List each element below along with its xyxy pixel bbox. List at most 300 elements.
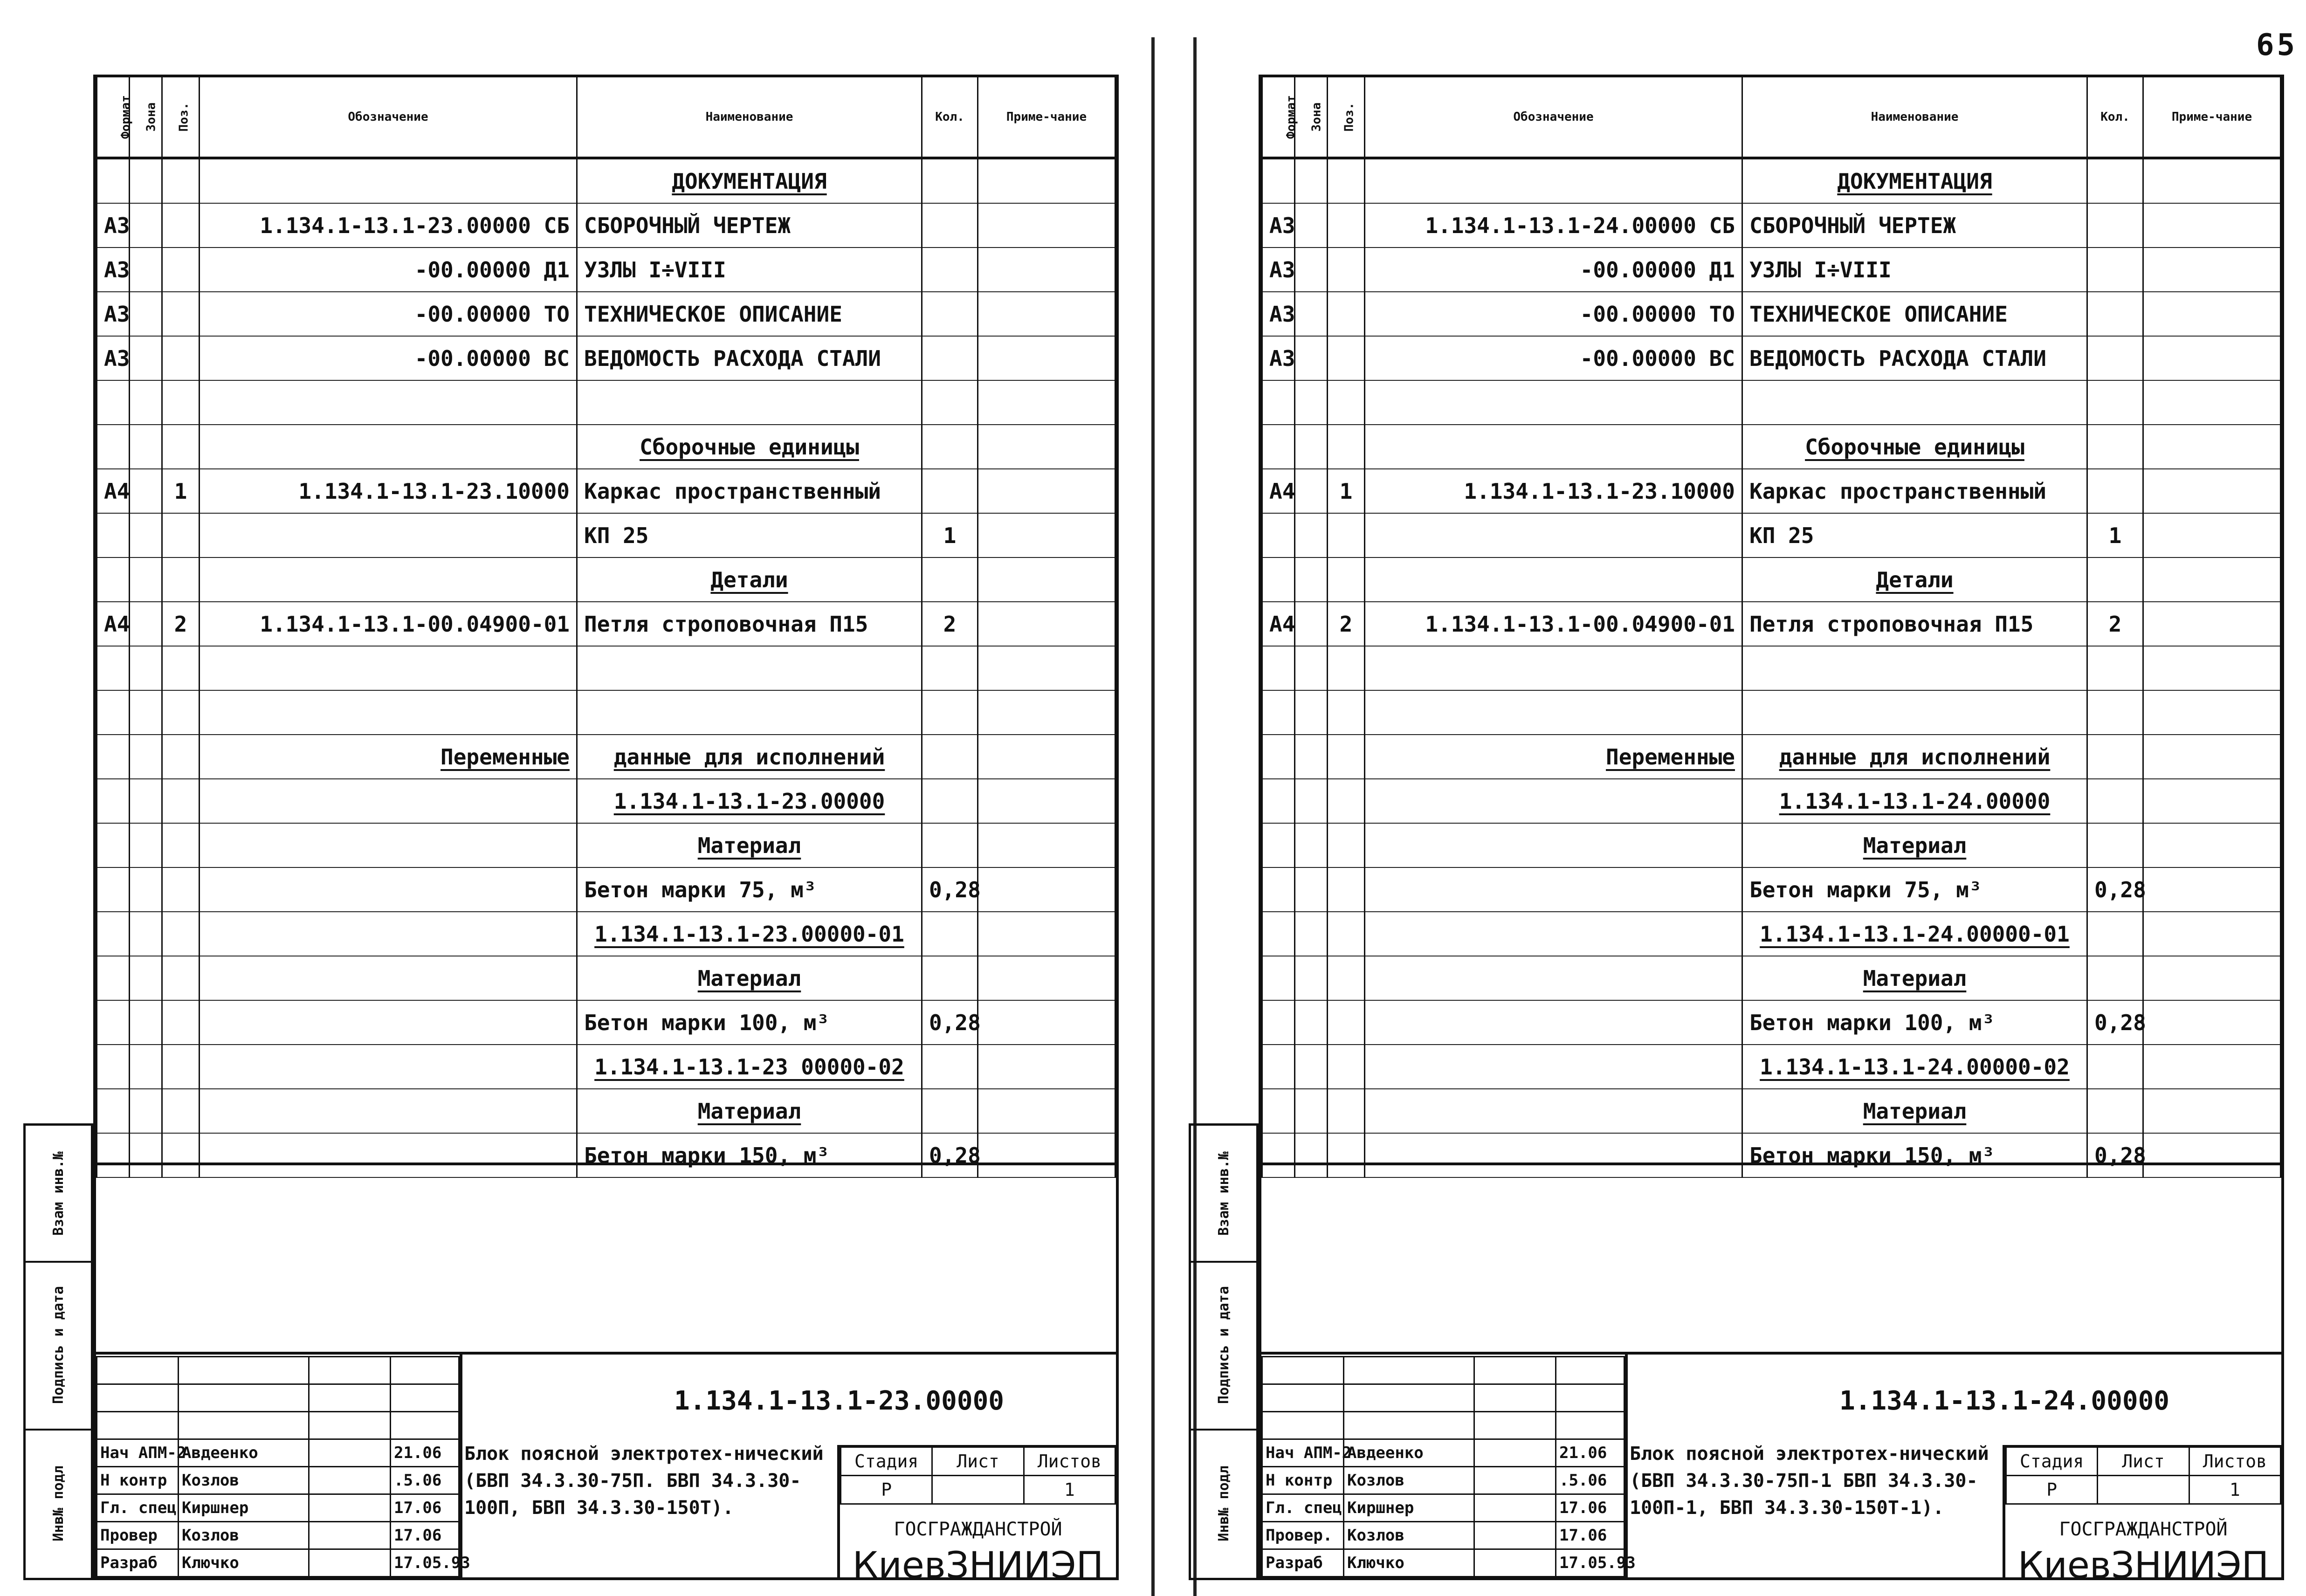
cell-designation	[200, 425, 577, 469]
cell-format	[1262, 1000, 1295, 1045]
cell-designation	[1365, 956, 1742, 1000]
cell-pos	[1328, 646, 1365, 690]
cell-pos	[1328, 425, 1365, 469]
cell-format	[1262, 779, 1295, 823]
table-row	[1262, 867, 2281, 912]
signature-mark	[309, 1494, 391, 1522]
cell-qty	[922, 823, 978, 867]
cell-name: Детали	[1742, 557, 2087, 602]
cell-format: А3	[97, 336, 130, 380]
cell-pos	[1328, 1045, 1365, 1089]
cell-qty: 1	[2087, 513, 2143, 557]
cell-note	[2143, 690, 2281, 735]
cell-zone	[1295, 690, 1328, 735]
cell-note	[978, 380, 1115, 425]
sheet-label: Лист	[932, 1447, 1024, 1476]
col-zone: Зона	[130, 77, 162, 158]
cell-zone	[1295, 203, 1328, 248]
signature-name: Ключко	[1344, 1549, 1474, 1577]
cell-note	[2143, 735, 2281, 779]
cell-qty: 2	[922, 602, 978, 646]
cell-name: Материал	[1742, 823, 2087, 867]
cell-designation	[200, 1000, 577, 1045]
cell-format	[1262, 735, 1295, 779]
cell-name: 1.134.1-13.1-24.00000-01	[1742, 912, 2087, 956]
cell-qty	[2087, 557, 2143, 602]
cell-note	[2143, 646, 2281, 690]
cell-name	[1742, 380, 2087, 425]
sheet-value	[2098, 1476, 2189, 1504]
cell-note	[2143, 1089, 2281, 1133]
cell-qty	[2087, 690, 2143, 735]
cell-name: Петля строповочная П15	[1742, 602, 2087, 646]
cell-designation	[1365, 912, 1742, 956]
signature-name: Козлов	[179, 1522, 309, 1549]
organization: ГОСГРАЖДАНСТРОЙ	[2059, 1519, 2228, 1540]
cell-format	[1262, 646, 1295, 690]
signature-mark	[1474, 1549, 1556, 1577]
cell-note	[2143, 912, 2281, 956]
cell-note	[978, 912, 1115, 956]
cell-designation	[200, 823, 577, 867]
cell-note	[978, 602, 1115, 646]
cell-name: Бетон марки 75, м³	[1742, 867, 2087, 912]
spec-table	[1259, 75, 2284, 1168]
cell-name: 1.134.1-13.1-23 00000-02	[577, 1045, 922, 1089]
cell-pos	[1328, 158, 1365, 203]
cell-zone	[130, 823, 162, 867]
cell-designation: 1.134.1-13.1-23.10000	[200, 469, 577, 513]
table-row	[1262, 823, 2281, 867]
cell-note	[978, 956, 1115, 1000]
cell-designation: -00.00000 ТО	[200, 292, 577, 336]
cell-name: Материал	[1742, 956, 2087, 1000]
cell-zone	[1295, 292, 1328, 336]
cell-note	[2143, 425, 2281, 469]
cell-name: УЗЛЫ I÷VIII	[577, 248, 922, 292]
cell-zone	[130, 425, 162, 469]
cell-name	[1742, 690, 2087, 735]
cell-format: А3	[1262, 203, 1295, 248]
cell-qty	[922, 646, 978, 690]
cell-pos	[162, 779, 200, 823]
cell-zone	[1295, 380, 1328, 425]
table-row	[1262, 336, 2281, 380]
cell-format	[97, 646, 130, 690]
table-row	[1262, 956, 2281, 1000]
cell-qty	[922, 425, 978, 469]
cell-format	[97, 158, 130, 203]
table-row	[97, 425, 1115, 469]
cell-note	[978, 425, 1115, 469]
signature-mark	[309, 1522, 391, 1549]
cell-format	[1262, 158, 1295, 203]
cell-pos	[162, 646, 200, 690]
cell-designation	[200, 956, 577, 1000]
cell-qty	[2087, 1045, 2143, 1089]
cell-name: Материал	[577, 956, 922, 1000]
cell-note	[2143, 158, 2281, 203]
cell-designation	[1365, 158, 1742, 203]
cell-zone	[1295, 248, 1328, 292]
signature-name: Ключко	[179, 1549, 309, 1577]
cell-qty: 2	[2087, 602, 2143, 646]
cell-qty	[922, 690, 978, 735]
sheets-value: 1	[2189, 1476, 2280, 1504]
cell-designation	[200, 1089, 577, 1133]
cell-qty: 0,28	[2087, 1133, 2143, 1177]
strip-cell-inv: Инв№ подл	[50, 1465, 67, 1541]
cell-note	[978, 867, 1115, 912]
table-row	[97, 956, 1115, 1000]
cell-pos	[162, 292, 200, 336]
cell-designation: -00.00000 ВС	[200, 336, 577, 380]
cell-note	[2143, 779, 2281, 823]
col-name: Наименование	[1742, 77, 2087, 158]
cell-format: А4	[97, 469, 130, 513]
cell-qty	[2087, 646, 2143, 690]
table-row	[97, 1045, 1115, 1089]
cell-name: Бетон марки 150, м³	[1742, 1133, 2087, 1177]
cell-pos	[162, 956, 200, 1000]
cell-pos	[1328, 380, 1365, 425]
title-block	[1259, 1165, 2284, 1587]
binding-strip	[23, 1123, 93, 1580]
signature-role: Гл. спец	[97, 1494, 179, 1522]
signature-blank-row	[97, 1412, 459, 1439]
cell-qty: 0,28	[922, 1133, 978, 1177]
cell-zone	[1295, 469, 1328, 513]
cell-note	[978, 248, 1115, 292]
binding-strip	[1189, 1123, 1259, 1580]
cell-note	[978, 1045, 1115, 1089]
cell-zone	[130, 336, 162, 380]
signature-date: .5.06	[1556, 1467, 1625, 1494]
cell-zone	[1295, 1000, 1328, 1045]
cell-pos	[1328, 336, 1365, 380]
cell-pos	[1328, 292, 1365, 336]
table-row	[97, 292, 1115, 336]
cell-note	[2143, 956, 2281, 1000]
cell-format	[1262, 867, 1295, 912]
cell-note	[2143, 203, 2281, 248]
cell-zone	[1295, 956, 1328, 1000]
cell-format	[97, 513, 130, 557]
cell-designation	[200, 912, 577, 956]
cell-pos	[1328, 956, 1365, 1000]
cell-format	[97, 735, 130, 779]
cell-name: СБОРОЧНЫЙ ЧЕРТЕЖ	[1742, 203, 2087, 248]
cell-designation	[200, 557, 577, 602]
table-row	[1262, 1045, 2281, 1089]
signature-date: 17.06	[1556, 1522, 1625, 1549]
signature-date: .5.06	[391, 1467, 459, 1494]
cell-note	[2143, 336, 2281, 380]
cell-note	[978, 158, 1115, 203]
cell-name: данные для исполнений	[1742, 735, 2087, 779]
signature-row	[97, 1549, 459, 1577]
cell-note	[978, 292, 1115, 336]
cell-zone	[130, 513, 162, 557]
title-block	[93, 1165, 1119, 1587]
signature-mark	[1474, 1522, 1556, 1549]
cell-pos: 1	[162, 469, 200, 513]
strip-cell-sign: Подпись и дата	[26, 1261, 91, 1431]
cell-name: 1.134.1-13.1-23.00000	[577, 779, 922, 823]
cell-format: А3	[1262, 292, 1295, 336]
col-zone: Зона	[1295, 77, 1328, 158]
cell-name: ТЕХНИЧЕСКОЕ ОПИСАНИЕ	[1742, 292, 2087, 336]
institute: КиевЗНИИЭП	[2017, 1545, 2269, 1587]
cell-pos	[162, 912, 200, 956]
table-row	[97, 867, 1115, 912]
spec-sheet-left	[50, 75, 1119, 1587]
cell-zone	[1295, 158, 1328, 203]
table-row	[97, 203, 1115, 248]
cell-name	[577, 646, 922, 690]
cell-format	[97, 912, 130, 956]
cell-note	[2143, 867, 2281, 912]
cell-qty	[2087, 336, 2143, 380]
signature-row	[97, 1439, 459, 1467]
signature-row	[1262, 1439, 1625, 1467]
cell-format	[97, 779, 130, 823]
cell-zone	[130, 557, 162, 602]
cell-note	[2143, 1000, 2281, 1045]
cell-zone	[1295, 912, 1328, 956]
cell-name: ВЕДОМОСТЬ РАСХОДА СТАЛИ	[1742, 336, 2087, 380]
sheet-label: Лист	[2098, 1447, 2189, 1476]
cell-pos	[1328, 867, 1365, 912]
table-row	[97, 823, 1115, 867]
cell-name: Петля строповочная П15	[577, 602, 922, 646]
cell-designation: 1.134.1-13.1-24.00000 СБ	[1365, 203, 1742, 248]
cell-name: Материал	[577, 1089, 922, 1133]
cell-note	[978, 557, 1115, 602]
signature-role: Н контр	[1262, 1467, 1344, 1494]
cell-qty	[922, 336, 978, 380]
signature-blank-row	[1262, 1384, 1625, 1412]
cell-qty: 0,28	[2087, 1000, 2143, 1045]
signature-name: Козлов	[1344, 1467, 1474, 1494]
cell-qty	[922, 956, 978, 1000]
cell-pos	[162, 336, 200, 380]
cell-name: УЗЛЫ I÷VIII	[1742, 248, 2087, 292]
strip-cell-replace: Взам инв.№	[1191, 1126, 1256, 1263]
cell-format: А4	[1262, 469, 1295, 513]
document-description: Блок поясной электротех-нический (БВП 34.3.30-75П-1 БВП 34.3.30-100П-1, БВП 34.3.30-150Т-1).	[1630, 1443, 1989, 1519]
signature-role: Провер.	[1262, 1522, 1344, 1549]
cell-note	[978, 1000, 1115, 1045]
cell-pos	[162, 690, 200, 735]
cell-qty	[2087, 292, 2143, 336]
signature-name: Козлов	[179, 1467, 309, 1494]
cell-zone	[130, 1000, 162, 1045]
signature-row	[1262, 1522, 1625, 1549]
strip-cell-replace: Взам инв.№	[26, 1126, 91, 1263]
col-pos: Поз.	[1328, 77, 1365, 158]
cell-note	[978, 469, 1115, 513]
cell-format	[97, 425, 130, 469]
table-row	[97, 735, 1115, 779]
signature-table	[1261, 1352, 1636, 1577]
cell-zone	[130, 1089, 162, 1133]
cell-pos	[162, 425, 200, 469]
table-row	[97, 469, 1115, 513]
cell-designation: Переменные	[1365, 735, 1742, 779]
cell-qty	[2087, 779, 2143, 823]
cell-pos	[162, 735, 200, 779]
table-row	[97, 248, 1115, 292]
cell-designation: 1.134.1-13.1-23.10000	[1365, 469, 1742, 513]
signature-date: 21.06	[1556, 1439, 1625, 1467]
cell-format	[1262, 912, 1295, 956]
cell-name: Бетон марки 100, м³	[1742, 1000, 2087, 1045]
cell-name: Материал	[1742, 1089, 2087, 1133]
cell-note	[978, 735, 1115, 779]
cell-designation	[1365, 1045, 1742, 1089]
cell-pos	[1328, 735, 1365, 779]
table-row	[97, 912, 1115, 956]
document-description: Блок поясной электротех-нический (БВП 34.3.30-75П. БВП 34.3.30-100П, БВП 34.3.30-150Т).	[464, 1443, 824, 1519]
signature-mark	[309, 1467, 391, 1494]
signature-mark	[309, 1549, 391, 1577]
signature-date: 17.06	[391, 1522, 459, 1549]
cell-designation: -00.00000 ВС	[1365, 336, 1742, 380]
cell-qty	[2087, 735, 2143, 779]
cell-pos	[1328, 690, 1365, 735]
cell-format	[97, 690, 130, 735]
strip-cell-sign: Подпись и дата	[1191, 1261, 1256, 1431]
table-row	[1262, 735, 2281, 779]
cell-zone	[130, 735, 162, 779]
signature-name: Авдеенко	[179, 1439, 309, 1467]
signature-date: 17.06	[1556, 1494, 1625, 1522]
cell-pos	[1328, 248, 1365, 292]
table-row	[1262, 1000, 2281, 1045]
cell-note	[978, 1089, 1115, 1133]
spec-sheet-right	[1215, 75, 2284, 1587]
signature-name: Авдеенко	[1344, 1439, 1474, 1467]
stage-block	[837, 1445, 1116, 1587]
table-row	[97, 1000, 1115, 1045]
table-row	[97, 380, 1115, 425]
signature-mark	[1474, 1439, 1556, 1467]
col-qty: Кол.	[922, 77, 978, 158]
cell-name: КП 25	[577, 513, 922, 557]
cell-qty	[2087, 912, 2143, 956]
cell-format	[1262, 823, 1295, 867]
col-pos: Поз.	[162, 77, 200, 158]
cell-format	[1262, 1045, 1295, 1089]
cell-designation	[200, 779, 577, 823]
cell-name	[577, 380, 922, 425]
stage-value: Р	[841, 1476, 932, 1504]
sheets-label: Листов	[2189, 1447, 2280, 1476]
table-row	[1262, 469, 2281, 513]
cell-qty	[2087, 1089, 2143, 1133]
spec-table	[93, 75, 1119, 1168]
table-row	[1262, 158, 2281, 203]
cell-designation	[1365, 1000, 1742, 1045]
cell-zone	[130, 469, 162, 513]
cell-format: А3	[97, 248, 130, 292]
signature-date: 17.05.93	[1556, 1549, 1625, 1577]
cell-pos	[162, 203, 200, 248]
cell-designation	[1365, 380, 1742, 425]
cell-name	[577, 690, 922, 735]
table-row	[1262, 425, 2281, 469]
table-row	[1262, 380, 2281, 425]
signature-row	[97, 1467, 459, 1494]
cell-format	[97, 956, 130, 1000]
cell-designation	[200, 646, 577, 690]
cell-designation	[200, 380, 577, 425]
cell-qty	[922, 203, 978, 248]
cell-qty	[922, 735, 978, 779]
cell-name: ДОКУМЕНТАЦИЯ	[577, 158, 922, 203]
cell-pos	[1328, 1000, 1365, 1045]
cell-pos	[1328, 779, 1365, 823]
cell-note	[2143, 469, 2281, 513]
cell-pos: 2	[1328, 602, 1365, 646]
cell-designation: 1.134.1-13.1-00.04900-01	[200, 602, 577, 646]
table-row	[1262, 292, 2281, 336]
cell-designation: -00.00000 ТО	[1365, 292, 1742, 336]
signature-mark	[1474, 1494, 1556, 1522]
signature-row	[97, 1522, 459, 1549]
cell-zone	[130, 158, 162, 203]
table-row	[1262, 602, 2281, 646]
signature-name: Киршнер	[1344, 1494, 1474, 1522]
cell-name: Детали	[577, 557, 922, 602]
sheet-value	[932, 1476, 1024, 1504]
cell-designation	[200, 690, 577, 735]
cell-zone	[130, 203, 162, 248]
signature-blank-row	[97, 1384, 459, 1412]
cell-note	[2143, 292, 2281, 336]
cell-qty	[2087, 380, 2143, 425]
cell-zone	[1295, 1045, 1328, 1089]
cell-format	[1262, 380, 1295, 425]
cell-zone	[1295, 602, 1328, 646]
signature-role: Нач АПМ-2	[1262, 1439, 1344, 1467]
cell-pos	[1328, 912, 1365, 956]
cell-qty	[922, 1045, 978, 1089]
cell-qty	[922, 557, 978, 602]
cell-zone	[130, 602, 162, 646]
signature-table	[96, 1352, 470, 1577]
cell-name	[1742, 646, 2087, 690]
signature-date: 21.06	[391, 1439, 459, 1467]
cell-pos	[162, 867, 200, 912]
cell-zone	[130, 1045, 162, 1089]
cell-format	[97, 1089, 130, 1133]
cell-designation	[200, 158, 577, 203]
cell-note	[2143, 1045, 2281, 1089]
cell-designation	[1365, 779, 1742, 823]
signature-row	[1262, 1467, 1625, 1494]
table-row	[97, 336, 1115, 380]
stage-label: Стадия	[2006, 1447, 2098, 1476]
cell-note	[978, 513, 1115, 557]
signature-blank-row	[1262, 1412, 1625, 1439]
cell-format	[1262, 425, 1295, 469]
signature-role: Н контр	[97, 1467, 179, 1494]
cell-note	[978, 336, 1115, 380]
cell-designation	[200, 867, 577, 912]
cell-qty	[2087, 469, 2143, 513]
